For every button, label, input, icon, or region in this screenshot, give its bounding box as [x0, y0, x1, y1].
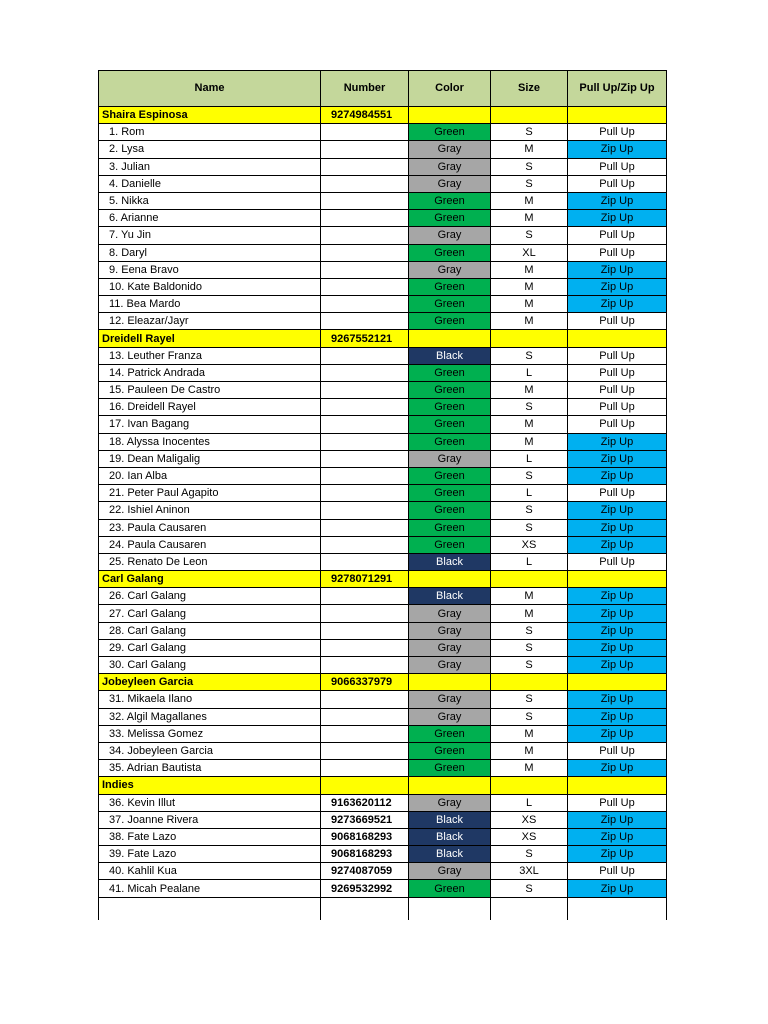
member-style-cell[interactable]: Zip Up: [568, 296, 667, 313]
blank-size-cell[interactable]: [491, 897, 568, 920]
member-color-cell[interactable]: Gray: [409, 175, 491, 192]
member-number-cell[interactable]: 9269532992: [321, 880, 409, 897]
member-color-cell[interactable]: Gray: [409, 622, 491, 639]
member-name-cell[interactable]: 13. Leuther Franza: [99, 347, 321, 364]
member-color-cell[interactable]: Green: [409, 124, 491, 141]
member-name-cell[interactable]: 11. Bea Mardo: [99, 296, 321, 313]
blank-name-cell[interactable]: [99, 897, 321, 920]
group-size-cell[interactable]: [491, 330, 568, 347]
member-color-cell[interactable]: Green: [409, 433, 491, 450]
member-number-cell[interactable]: [321, 278, 409, 295]
member-name-cell[interactable]: 4. Danielle: [99, 175, 321, 192]
group-name[interactable]: Shaira Espinosa: [99, 107, 321, 124]
member-name-cell[interactable]: 41. Micah Pealane: [99, 880, 321, 897]
member-name-cell[interactable]: 40. Kahlil Kua: [99, 863, 321, 880]
member-number-cell[interactable]: 9273669521: [321, 811, 409, 828]
member-name-cell[interactable]: 9. Eena Bravo: [99, 261, 321, 278]
member-color-cell[interactable]: Gray: [409, 141, 491, 158]
member-color-cell[interactable]: Gray: [409, 863, 491, 880]
table-row: [99, 502, 667, 519]
member-name-cell[interactable]: 37. Joanne Rivera: [99, 811, 321, 828]
member-number-cell[interactable]: [321, 261, 409, 278]
member-name-cell[interactable]: 33. Melissa Gomez: [99, 725, 321, 742]
member-number-cell[interactable]: [321, 364, 409, 381]
member-style-cell[interactable]: Zip Up: [568, 811, 667, 828]
member-name-cell[interactable]: 1. Rom: [99, 124, 321, 141]
member-size-cell[interactable]: L: [491, 450, 568, 467]
group-style-cell[interactable]: [568, 107, 667, 124]
member-size-cell[interactable]: S: [491, 467, 568, 484]
member-size-cell[interactable]: L: [491, 794, 568, 811]
member-name-cell[interactable]: 7. Yu Jin: [99, 227, 321, 244]
member-color-cell[interactable]: Green: [409, 880, 491, 897]
group-color-cell[interactable]: [409, 571, 491, 588]
member-color-cell[interactable]: Green: [409, 364, 491, 381]
member-style-cell[interactable]: Zip Up: [568, 760, 667, 777]
group-header-row: [99, 571, 667, 588]
member-number-cell[interactable]: [321, 450, 409, 467]
group-color-cell[interactable]: [409, 777, 491, 794]
member-number-cell[interactable]: [321, 536, 409, 553]
table-row: [99, 485, 667, 502]
group-header-row: [99, 674, 667, 691]
group-number[interactable]: [321, 777, 409, 794]
member-name-cell[interactable]: 8. Daryl: [99, 244, 321, 261]
table-row: [99, 192, 667, 209]
member-name-cell[interactable]: 20. Ian Alba: [99, 467, 321, 484]
table-row: [99, 811, 667, 828]
member-name-cell[interactable]: 17. Ivan Bagang: [99, 416, 321, 433]
member-number-cell[interactable]: [321, 725, 409, 742]
group-number[interactable]: 9274984551: [321, 107, 409, 124]
member-style-cell[interactable]: Zip Up: [568, 519, 667, 536]
header-name[interactable]: Name: [99, 71, 321, 107]
table-row: [99, 416, 667, 433]
member-number-cell[interactable]: [321, 622, 409, 639]
table-row: [99, 708, 667, 725]
member-name-cell[interactable]: 36. Kevin Illut: [99, 794, 321, 811]
member-color-cell[interactable]: Gray: [409, 227, 491, 244]
table-row: [99, 588, 667, 605]
member-name-cell[interactable]: 2. Lysa: [99, 141, 321, 158]
member-color-cell[interactable]: Green: [409, 244, 491, 261]
table-row: [99, 622, 667, 639]
member-number-cell[interactable]: [321, 742, 409, 759]
member-size-cell[interactable]: M: [491, 433, 568, 450]
member-style-cell[interactable]: Pull Up: [568, 794, 667, 811]
member-size-cell[interactable]: XS: [491, 536, 568, 553]
member-color-cell[interactable]: Gray: [409, 158, 491, 175]
member-style-cell[interactable]: Zip Up: [568, 261, 667, 278]
group-color-cell[interactable]: [409, 674, 491, 691]
member-name-cell[interactable]: 29. Carl Galang: [99, 639, 321, 656]
member-number-cell[interactable]: [321, 502, 409, 519]
member-style-cell[interactable]: Pull Up: [568, 313, 667, 330]
table-row: [99, 863, 667, 880]
member-color-cell[interactable]: Green: [409, 519, 491, 536]
member-color-cell[interactable]: Gray: [409, 639, 491, 656]
member-name-cell[interactable]: 19. Dean Maligalig: [99, 450, 321, 467]
member-color-cell[interactable]: Green: [409, 192, 491, 209]
group-size-cell[interactable]: [491, 777, 568, 794]
member-size-cell[interactable]: M: [491, 416, 568, 433]
member-name-cell[interactable]: 28. Carl Galang: [99, 622, 321, 639]
member-color-cell[interactable]: Gray: [409, 657, 491, 674]
member-style-cell[interactable]: Zip Up: [568, 708, 667, 725]
table-row: [99, 399, 667, 416]
table-row: [99, 347, 667, 364]
blank-row: [99, 897, 667, 920]
member-size-cell[interactable]: S: [491, 691, 568, 708]
member-style-cell[interactable]: Zip Up: [568, 639, 667, 656]
member-name-cell[interactable]: 12. Eleazar/Jayr: [99, 313, 321, 330]
table-row: [99, 261, 667, 278]
table-row: [99, 158, 667, 175]
member-color-cell[interactable]: Gray: [409, 450, 491, 467]
member-style-cell[interactable]: Zip Up: [568, 880, 667, 897]
table-row: [99, 227, 667, 244]
member-color-cell[interactable]: Gray: [409, 708, 491, 725]
member-name-cell[interactable]: 18. Alyssa Inocentes: [99, 433, 321, 450]
member-name-cell[interactable]: 39. Fate Lazo: [99, 846, 321, 863]
member-name-cell[interactable]: 30. Carl Galang: [99, 657, 321, 674]
member-color-cell[interactable]: Green: [409, 502, 491, 519]
member-size-cell[interactable]: M: [491, 760, 568, 777]
table-row: [99, 141, 667, 158]
member-style-cell[interactable]: Zip Up: [568, 622, 667, 639]
member-style-cell[interactable]: Zip Up: [568, 828, 667, 845]
table-row: [99, 382, 667, 399]
member-color-cell[interactable]: Black: [409, 588, 491, 605]
member-number-cell[interactable]: [321, 553, 409, 570]
blank-style-cell[interactable]: [568, 897, 667, 920]
header-number[interactable]: Number: [321, 71, 409, 107]
member-color-cell[interactable]: Green: [409, 382, 491, 399]
member-size-cell[interactable]: XL: [491, 244, 568, 261]
group-size-cell[interactable]: [491, 571, 568, 588]
member-color-cell[interactable]: Gray: [409, 605, 491, 622]
member-name-cell[interactable]: 10. Kate Baldonido: [99, 278, 321, 295]
member-color-cell[interactable]: Green: [409, 742, 491, 759]
member-style-cell[interactable]: Pull Up: [568, 158, 667, 175]
group-style-cell[interactable]: [568, 571, 667, 588]
header-row: [99, 71, 667, 107]
member-number-cell[interactable]: [321, 708, 409, 725]
member-number-cell[interactable]: [321, 433, 409, 450]
member-number-cell[interactable]: [321, 605, 409, 622]
table-row: [99, 467, 667, 484]
member-number-cell[interactable]: [321, 519, 409, 536]
member-style-cell[interactable]: Zip Up: [568, 846, 667, 863]
member-color-cell[interactable]: Gray: [409, 794, 491, 811]
member-number-cell[interactable]: [321, 192, 409, 209]
member-style-cell[interactable]: Zip Up: [568, 210, 667, 227]
member-number-cell[interactable]: [321, 485, 409, 502]
member-style-cell[interactable]: Zip Up: [568, 192, 667, 209]
member-number-cell[interactable]: [321, 657, 409, 674]
member-color-cell[interactable]: Gray: [409, 691, 491, 708]
member-size-cell[interactable]: S: [491, 708, 568, 725]
member-size-cell[interactable]: S: [491, 347, 568, 364]
group-number[interactable]: 9267552121: [321, 330, 409, 347]
member-name-cell[interactable]: 23. Paula Causaren: [99, 519, 321, 536]
table-row: [99, 880, 667, 897]
member-name-cell[interactable]: 31. Mikaela Ilano: [99, 691, 321, 708]
member-number-cell[interactable]: [321, 244, 409, 261]
group-color-cell[interactable]: [409, 107, 491, 124]
group-header-row: [99, 330, 667, 347]
member-size-cell[interactable]: S: [491, 639, 568, 656]
member-color-cell[interactable]: Black: [409, 553, 491, 570]
member-color-cell[interactable]: Green: [409, 399, 491, 416]
member-number-cell[interactable]: [321, 141, 409, 158]
member-number-cell[interactable]: 9274087059: [321, 863, 409, 880]
member-size-cell[interactable]: S: [491, 227, 568, 244]
member-size-cell[interactable]: M: [491, 382, 568, 399]
member-number-cell[interactable]: [321, 175, 409, 192]
member-style-cell[interactable]: Zip Up: [568, 657, 667, 674]
table-row: [99, 794, 667, 811]
table-row: [99, 313, 667, 330]
member-size-cell[interactable]: M: [491, 588, 568, 605]
member-name-cell[interactable]: 14. Patrick Andrada: [99, 364, 321, 381]
member-name-cell[interactable]: 26. Carl Galang: [99, 588, 321, 605]
table-row: [99, 536, 667, 553]
member-size-cell[interactable]: M: [491, 192, 568, 209]
member-color-cell[interactable]: Black: [409, 846, 491, 863]
table-row: [99, 519, 667, 536]
member-size-cell[interactable]: S: [491, 502, 568, 519]
member-size-cell[interactable]: L: [491, 553, 568, 570]
table-row: [99, 175, 667, 192]
member-size-cell[interactable]: L: [491, 364, 568, 381]
member-size-cell[interactable]: M: [491, 605, 568, 622]
member-size-cell[interactable]: S: [491, 399, 568, 416]
group-header-row: [99, 777, 667, 794]
group-name[interactable]: Jobeyleen Garcia: [99, 674, 321, 691]
member-name-cell[interactable]: 35. Adrian Bautista: [99, 760, 321, 777]
member-style-cell[interactable]: Zip Up: [568, 691, 667, 708]
member-color-cell[interactable]: Green: [409, 485, 491, 502]
member-style-cell[interactable]: Pull Up: [568, 364, 667, 381]
group-number[interactable]: 9278071291: [321, 571, 409, 588]
group-style-cell[interactable]: [568, 674, 667, 691]
table-row: [99, 760, 667, 777]
member-color-cell[interactable]: Green: [409, 313, 491, 330]
member-number-cell[interactable]: [321, 691, 409, 708]
member-color-cell[interactable]: Green: [409, 467, 491, 484]
member-style-cell[interactable]: Pull Up: [568, 382, 667, 399]
table-row: [99, 124, 667, 141]
member-size-cell[interactable]: S: [491, 657, 568, 674]
member-size-cell[interactable]: S: [491, 880, 568, 897]
member-number-cell[interactable]: 9068168293: [321, 846, 409, 863]
table-row: [99, 725, 667, 742]
table-body: [99, 107, 667, 920]
member-size-cell[interactable]: XS: [491, 828, 568, 845]
member-style-cell[interactable]: Pull Up: [568, 244, 667, 261]
table-row: [99, 605, 667, 622]
member-style-cell[interactable]: Zip Up: [568, 433, 667, 450]
group-style-cell[interactable]: [568, 777, 667, 794]
member-name-cell[interactable]: 3. Julian: [99, 158, 321, 175]
table-row: [99, 828, 667, 845]
table-row: [99, 657, 667, 674]
member-size-cell[interactable]: XS: [491, 811, 568, 828]
member-number-cell[interactable]: 9163620112: [321, 794, 409, 811]
member-style-cell[interactable]: Pull Up: [568, 175, 667, 192]
table-row: [99, 691, 667, 708]
member-color-cell[interactable]: Green: [409, 278, 491, 295]
member-color-cell[interactable]: Green: [409, 760, 491, 777]
table-row: [99, 450, 667, 467]
member-style-cell[interactable]: Zip Up: [568, 725, 667, 742]
member-name-cell[interactable]: 34. Jobeyleen Garcia: [99, 742, 321, 759]
member-number-cell[interactable]: [321, 124, 409, 141]
member-number-cell[interactable]: [321, 467, 409, 484]
group-name[interactable]: Dreidell Rayel: [99, 330, 321, 347]
member-number-cell[interactable]: [321, 158, 409, 175]
member-name-cell[interactable]: 21. Peter Paul Agapito: [99, 485, 321, 502]
table-row: [99, 364, 667, 381]
member-name-cell[interactable]: 32. Algil Magallanes: [99, 708, 321, 725]
member-size-cell[interactable]: M: [491, 742, 568, 759]
group-number[interactable]: 9066337979: [321, 674, 409, 691]
member-style-cell[interactable]: Pull Up: [568, 227, 667, 244]
member-number-cell[interactable]: [321, 296, 409, 313]
group-style-cell[interactable]: [568, 330, 667, 347]
group-name[interactable]: Carl Galang: [99, 571, 321, 588]
member-size-cell[interactable]: S: [491, 622, 568, 639]
member-size-cell[interactable]: 3XL: [491, 863, 568, 880]
table-row: [99, 742, 667, 759]
member-style-cell[interactable]: Zip Up: [568, 605, 667, 622]
member-number-cell[interactable]: [321, 399, 409, 416]
member-style-cell[interactable]: Pull Up: [568, 347, 667, 364]
header-color[interactable]: Color: [409, 71, 491, 107]
member-style-cell[interactable]: Zip Up: [568, 141, 667, 158]
member-name-cell[interactable]: 27. Carl Galang: [99, 605, 321, 622]
table-row: [99, 553, 667, 570]
member-style-cell[interactable]: Zip Up: [568, 278, 667, 295]
member-number-cell[interactable]: [321, 347, 409, 364]
member-style-cell[interactable]: Zip Up: [568, 502, 667, 519]
header-style[interactable]: Pull Up/Zip Up: [568, 71, 667, 107]
member-size-cell[interactable]: M: [491, 210, 568, 227]
member-name-cell[interactable]: 25. Renato De Leon: [99, 553, 321, 570]
member-name-cell[interactable]: 24. Paula Causaren: [99, 536, 321, 553]
member-color-cell[interactable]: Green: [409, 416, 491, 433]
order-sheet-table: [98, 70, 667, 920]
member-number-cell[interactable]: [321, 313, 409, 330]
member-size-cell[interactable]: M: [491, 261, 568, 278]
member-style-cell[interactable]: Pull Up: [568, 553, 667, 570]
member-number-cell[interactable]: [321, 760, 409, 777]
member-name-cell[interactable]: 22. Ishiel Aninon: [99, 502, 321, 519]
member-size-cell[interactable]: M: [491, 296, 568, 313]
member-style-cell[interactable]: Zip Up: [568, 588, 667, 605]
table-row: [99, 433, 667, 450]
member-name-cell[interactable]: 6. Arianne: [99, 210, 321, 227]
group-size-cell[interactable]: [491, 674, 568, 691]
blank-number-cell[interactable]: [321, 897, 409, 920]
member-size-cell[interactable]: S: [491, 158, 568, 175]
table-row: [99, 846, 667, 863]
member-style-cell[interactable]: Pull Up: [568, 485, 667, 502]
group-color-cell[interactable]: [409, 330, 491, 347]
member-size-cell[interactable]: M: [491, 141, 568, 158]
table-row: [99, 296, 667, 313]
member-style-cell[interactable]: Zip Up: [568, 450, 667, 467]
member-name-cell[interactable]: 16. Dreidell Rayel: [99, 399, 321, 416]
group-name[interactable]: Indies: [99, 777, 321, 794]
member-size-cell[interactable]: S: [491, 175, 568, 192]
member-style-cell[interactable]: Pull Up: [568, 742, 667, 759]
table-row: [99, 210, 667, 227]
member-number-cell[interactable]: [321, 227, 409, 244]
member-number-cell[interactable]: [321, 588, 409, 605]
member-style-cell[interactable]: Pull Up: [568, 863, 667, 880]
member-size-cell[interactable]: S: [491, 124, 568, 141]
member-color-cell[interactable]: Green: [409, 536, 491, 553]
blank-color-cell[interactable]: [409, 897, 491, 920]
member-style-cell[interactable]: Pull Up: [568, 399, 667, 416]
member-size-cell[interactable]: M: [491, 278, 568, 295]
member-name-cell[interactable]: 5. Nikka: [99, 192, 321, 209]
member-number-cell[interactable]: [321, 639, 409, 656]
group-header-row: [99, 107, 667, 124]
member-color-cell[interactable]: Gray: [409, 261, 491, 278]
member-style-cell[interactable]: Pull Up: [568, 124, 667, 141]
member-color-cell[interactable]: Green: [409, 725, 491, 742]
member-color-cell[interactable]: Green: [409, 296, 491, 313]
table-row: [99, 278, 667, 295]
group-size-cell[interactable]: [491, 107, 568, 124]
member-style-cell[interactable]: Zip Up: [568, 467, 667, 484]
member-size-cell[interactable]: S: [491, 846, 568, 863]
member-size-cell[interactable]: S: [491, 519, 568, 536]
member-name-cell[interactable]: 15. Pauleen De Castro: [99, 382, 321, 399]
member-number-cell[interactable]: [321, 416, 409, 433]
table-row: [99, 244, 667, 261]
member-number-cell[interactable]: [321, 210, 409, 227]
member-number-cell[interactable]: [321, 382, 409, 399]
member-name-cell[interactable]: 38. Fate Lazo: [99, 828, 321, 845]
member-number-cell[interactable]: 9068168293: [321, 828, 409, 845]
table-row: [99, 639, 667, 656]
header-size[interactable]: Size: [491, 71, 568, 107]
member-style-cell[interactable]: Zip Up: [568, 536, 667, 553]
member-size-cell[interactable]: M: [491, 313, 568, 330]
member-style-cell[interactable]: Pull Up: [568, 416, 667, 433]
member-color-cell[interactable]: Black: [409, 811, 491, 828]
member-color-cell[interactable]: Black: [409, 347, 491, 364]
member-color-cell[interactable]: Green: [409, 210, 491, 227]
member-color-cell[interactable]: Black: [409, 828, 491, 845]
member-size-cell[interactable]: L: [491, 485, 568, 502]
member-size-cell[interactable]: M: [491, 725, 568, 742]
